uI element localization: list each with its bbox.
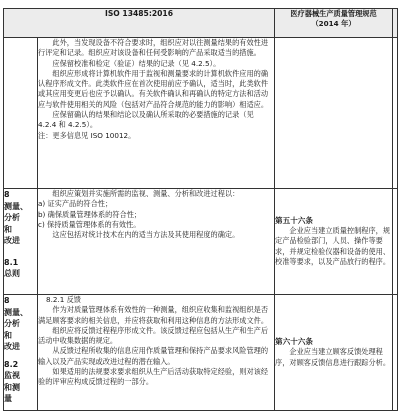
article-title: 第六十六条 [275,337,313,347]
iso-standard-header: ISO 13485:2016 [4,9,275,38]
subsection-number: 8.2 [4,359,19,369]
paragraph: 如果适用的法规要求要求组织从生产后活动获取特定经验，则对该经验的评审应构成反馈过程的一部分。 [38,367,269,387]
section-label [4,295,38,411]
iso-clause-text [38,189,275,295]
extra-cell [393,38,398,189]
extra-cell [393,189,398,295]
paragraph: 此外，当发现设备不符合要求时，组织应对以往测量结果的有效性进行评定和记录。组织应对该设备和任何受影响的产品采取适当的措施。 [38,38,269,58]
section-title-part: 改进 [4,236,20,245]
paragraph: 这应包括对统计技术在内的适当方法及其使用程度的确定。 [52,230,240,240]
list-item: b) 确保质量管理体系的符合性； [38,209,142,219]
section-number: 8 [4,296,10,305]
section-title-part: 和 [4,330,12,340]
table-row [4,189,398,295]
subsection-title-part: 量 [4,394,12,403]
paragraph: 组织应形成将计算机软件用于监视和测量要求的计算机软件应用的确认程序形成文件。此类软件应在首次使用前应予确认，适当时，此类软件或其应用变更后也应予以确认。有关软件确认和再确认的特定方法和活动应与软件使用相关的风险（包括对产品符合规范的能力的影响）相适应。 [38,68,269,109]
section-title-part: 测量、 [4,307,28,317]
table-header-row [4,9,398,38]
iso-clause-text [38,295,275,411]
extra-cell [393,295,398,411]
table-row [4,38,398,189]
extra-column-header [393,9,398,38]
gmp-article-cell [275,295,393,411]
subsection-title-part: 和测 [4,382,20,392]
subsection-number: 8.1 [4,257,19,267]
paragraph: 组织应策划并实施所需的监视、测量、分析和改进过程以： [52,189,240,198]
section-label [4,189,38,295]
article-text: 企业应当建立质量控制程序，规定产品检验部门，人员、操作等要求，并规定检验仪器和设备的使用、校准等要求，以及产品放行的程序。 [275,226,391,266]
table-row [4,295,398,411]
section-title-part: 和 [4,224,12,234]
paragraph: 从反馈过程所收集的信息应用作质量管理和保持产品要求风险管理的输入以及产品实现或改进过程的潜在输入。 [38,346,269,366]
comparison-table [3,8,398,411]
note-text: 注：更多信息见 ISO 10012。 [38,130,136,140]
section-number: 8 [4,190,10,199]
paragraph: 作为对质量管理体系有效性的一种测量，组织应收集和监视组织是否满足顾客要求的相关信息，并应将获取和利用这种信息的方法形成文件。 [38,305,269,325]
section-title-part: 测量、 [4,201,28,211]
list-item: a) 证实产品的符合性； [38,199,113,209]
paragraph: 组织应将反馈过程程序形成文件。该反馈过程应包括从生产和生产后活动中收集数据的规定。 [38,325,269,346]
section-title-part: 改进 [4,342,20,351]
section-title-part: 分析 [4,213,20,222]
paragraph: 应保留校准和检定（验证）结果的记录（见 4.2.5）。 [52,58,221,68]
gmp-standard-header [275,9,393,38]
gmp-header-title: 医疗器械生产质量管理规范 [290,9,377,18]
paragraph: 应保留确认的结果和结论以及确认所采取的必要措施的记录（见 4.2.4 和 4.2.5）。 [38,110,254,130]
subsection-title-part: 监视 [4,371,20,380]
clause-heading: 8.2.1 反馈 [46,295,81,304]
section-cell-empty [4,38,38,189]
section-title-part: 分析 [4,319,20,328]
subsection-title: 总则 [4,269,20,278]
list-item: c) 保持质量管理体系的有效性。 [38,219,141,229]
gmp-header-year: （2014 年） [311,19,356,28]
gmp-cell-empty [275,38,393,189]
iso-clause-text [38,38,275,189]
gmp-article-cell [275,189,393,295]
article-text: 企业应当建立顾客反馈处理程序，对顾客反馈信息进行跟踪分析。 [275,347,391,367]
article-title: 第五十六条 [275,215,313,225]
